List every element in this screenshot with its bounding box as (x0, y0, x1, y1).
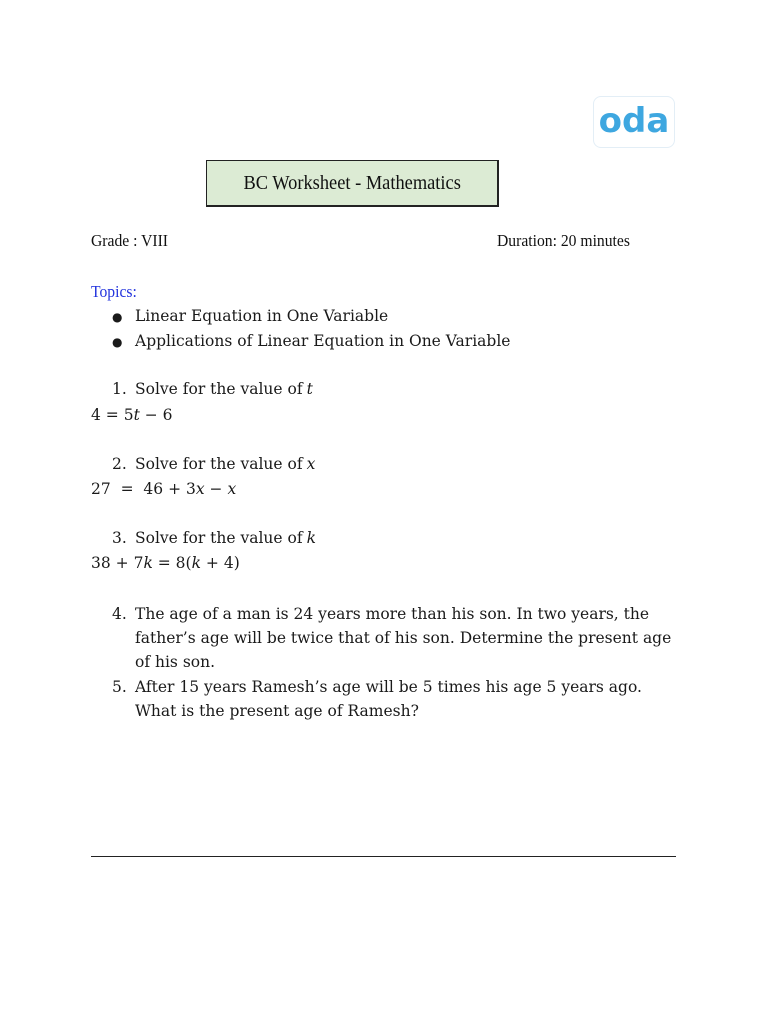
worksheet-title-box (206, 160, 499, 207)
equation-part: + 4) (201, 554, 240, 572)
question-variable: x (306, 455, 316, 473)
equation-variable: x (195, 480, 205, 498)
equation-part: 27 = 46 + 3 (91, 480, 196, 498)
question-2 (112, 455, 315, 473)
question-number: 2. (112, 455, 127, 473)
question-prompt: Solve for the value of (135, 380, 303, 398)
grade-label: Grade : VIII (91, 231, 169, 250)
question-number: 4. (112, 605, 127, 623)
equation-part: − (204, 480, 228, 498)
equation-part: − 6 (139, 406, 173, 424)
topic-item (112, 332, 510, 350)
equation-1 (91, 406, 173, 424)
question-5 (112, 675, 672, 723)
question-number: 1. (112, 380, 127, 398)
question-variable: t (306, 380, 313, 398)
equation-variable: k (143, 554, 153, 572)
logo-text: oda (598, 101, 670, 141)
equation-3 (91, 554, 240, 572)
bullet-icon: ● (112, 335, 123, 349)
question-1 (112, 380, 313, 398)
equation-variable: x (227, 480, 237, 498)
equation-2 (91, 480, 236, 498)
bullet-icon: ● (112, 310, 123, 324)
topic-item (112, 307, 388, 325)
question-variable: k (306, 529, 316, 547)
equation-part: 4 (91, 406, 101, 424)
question-text: The age of a man is 24 years more than his son. In two years, the father’s age will be twice that of his son. Determine the present age of his son. (135, 605, 672, 671)
oda-logo (593, 96, 675, 148)
equation-part: 38 + 7 (91, 554, 144, 572)
topic-label: Linear Equation in One Variable (135, 307, 389, 325)
equation-part: = 8( (152, 554, 192, 572)
question-text: After 15 years Ramesh’s age will be 5 times his age 5 years ago. What is the present age of Ramesh? (135, 678, 642, 720)
topic-label: Applications of Linear Equation in One Variable (135, 332, 511, 350)
equation-variable: k (191, 554, 201, 572)
question-3 (112, 529, 316, 547)
worksheet-title: BC Worksheet - Mathematics (243, 171, 461, 194)
duration-label: Duration: 20 minutes (497, 231, 630, 250)
question-number: 5. (112, 678, 127, 696)
question-4 (112, 602, 672, 674)
equation-part: = 5 (100, 406, 134, 424)
equation-variable: t (133, 406, 140, 424)
question-prompt: Solve for the value of (135, 529, 303, 547)
topics-heading: Topics: (91, 282, 137, 301)
question-number: 3. (112, 529, 127, 547)
question-prompt: Solve for the value of (135, 455, 303, 473)
footer-divider (91, 856, 676, 857)
